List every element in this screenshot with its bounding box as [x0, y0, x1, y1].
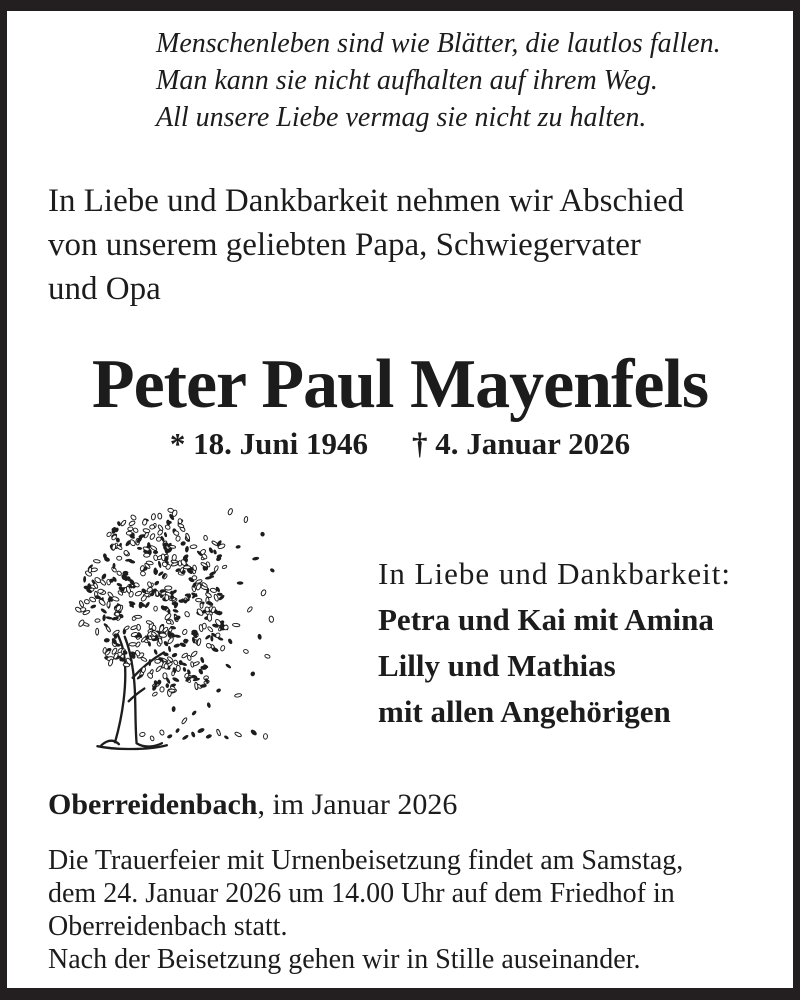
mourner-line: Lilly und Mathias — [378, 648, 616, 683]
mourner-line: mit allen Angehörigen — [378, 694, 671, 729]
funeral-line: Oberreidenbach statt. — [48, 911, 288, 942]
death-date: † 4. Januar 2026 — [411, 426, 631, 461]
deceased-name: Peter Paul Mayenfels — [91, 346, 709, 423]
verse-line: Man kann sie nicht aufhalten auf ihrem Weg. — [156, 65, 658, 96]
funeral-info — [48, 844, 683, 976]
verse-line: Menschenleben sind wie Blätter, die lautlos fallen. — [156, 28, 721, 59]
mourners-block — [378, 551, 731, 735]
verse-line: All unsere Liebe vermag sie nicht zu halten. — [156, 102, 647, 133]
birth-date: * 18. Juni 1946 — [169, 426, 368, 461]
place-date-line — [48, 789, 457, 821]
funeral-line: Die Trauerfeier mit Urnenbeisetzung findet am Samstag, — [48, 845, 684, 876]
funeral-line: dem 24. Januar 2026 um 14.00 Uhr auf dem Friedhof in — [48, 878, 675, 909]
memorial-verse — [156, 25, 721, 136]
mourner-line: Petra und Kai mit Amina — [378, 602, 714, 637]
falling-leaves-tree-illustration — [72, 500, 287, 754]
intro-line: von unserem geliebten Papa, Schwiegervater — [48, 227, 641, 263]
intro-line: und Opa — [48, 271, 161, 307]
life-dates — [7, 427, 793, 461]
intro-line: In Liebe und Dankbarkeit nehmen wir Abschied — [48, 183, 684, 219]
place-date-suffix: , im Januar 2026 — [257, 788, 458, 821]
farewell-intro — [48, 179, 684, 311]
funeral-line: Nach der Beisetzung gehen wir in Stille auseinander. — [48, 944, 641, 975]
place-name: Oberreidenbach — [48, 788, 258, 821]
mourners-heading: In Liebe und Dankbarkeit: — [378, 556, 731, 591]
